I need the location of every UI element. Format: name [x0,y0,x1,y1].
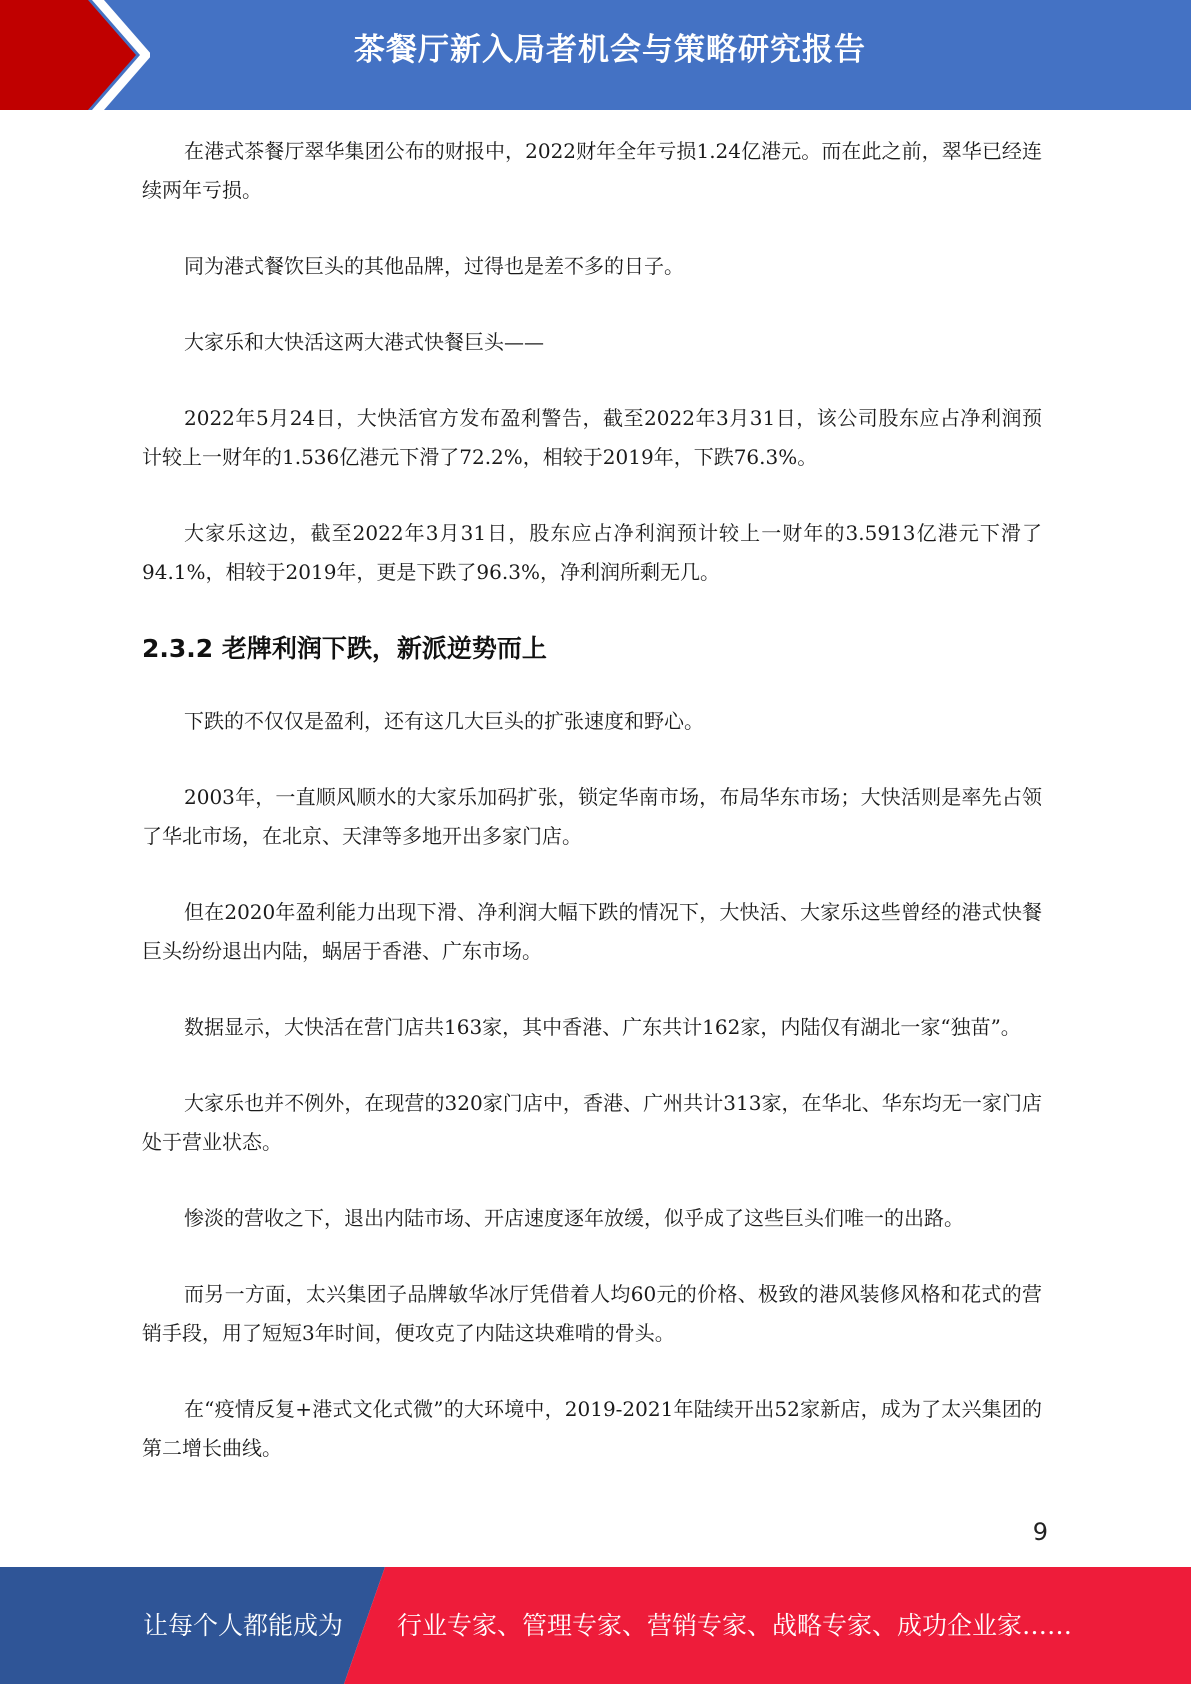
paragraph: 2003年，一直顺风顺水的大家乐加码扩张，锁定华南市场，布局华东市场；大快活则是率先占领了华北市场，在北京、天津等多地开出多家门店。 [142,785,1042,848]
paragraph: 在“疫情反复+港式文化式微”的大环境中，2019-2021年陆续开出52家新店，成为了太兴集团的第二增长曲线。 [142,1397,1042,1460]
page-number: 9 [1032,1518,1048,1546]
paragraph: 数据显示，大快活在营门店共163家，其中香港、广东共计162家，内陆仅有湖北一家“独苗”。 [184,1015,1021,1039]
paragraph: 大家乐这边，截至2022年3月31日，股东应占净利润预计较上一财年的3.5913亿港元下滑了94.1%，相较于2019年，更是下跌了96.3%，净利润所剩无几。 [142,521,1042,584]
main-content [142,132,1042,1505]
footer-slogan-right: 行业专家、管理专家、营销专家、战略专家、成功企业家…… [397,1611,1073,1640]
paragraph: 大家乐也并不例外，在现营的320家门店中，香港、广州共计313家，在华北、华东均无一家门店处于营业状态。 [142,1091,1042,1154]
paragraph: 惨淡的营收之下，退出内陆市场、开店速度逐年放缓，似乎成了这些巨头们唯一的出路。 [184,1206,964,1230]
paragraph: 下跌的不仅仅是盈利，还有这几大巨头的扩张速度和野心。 [184,709,704,733]
header-banner [0,0,1191,110]
footer-banner [0,1567,1191,1684]
footer-slogan-left: 让每个人都能成为 [143,1611,344,1640]
paragraph: 2022年5月24日，大快活官方发布盈利警告，截至2022年3月31日，该公司股东应占净利润预计较上一财年的1.536亿港元下滑了72.2%，相较于2019年，下跌76.3%。 [142,406,1042,469]
paragraph: 同为港式餐饮巨头的其他品牌，过得也是差不多的日子。 [184,254,684,278]
paragraph: 在港式茶餐厅翠华集团公布的财报中，2022财年全年亏损1.24亿港元。而在此之前，翠华已经连续两年亏损。 [142,139,1042,202]
section-heading: 2.3.2 老牌利润下跌，新派逆势而上 [142,634,547,663]
paragraph: 而另一方面，太兴集团子品牌敏华冰厅凭借着人均60元的价格、极致的港风装修风格和花式的营销手段，用了短短3年时间，便攻克了内陆这块难啃的骨头。 [142,1282,1042,1345]
report-title: 茶餐厅新入局者机会与策略研究报告 [354,32,866,68]
paragraph: 但在2020年盈利能力出现下滑、净利润大幅下跌的情况下，大快活、大家乐这些曾经的港式快餐巨头纷纷退出内陆，蜗居于香港、广东市场。 [142,900,1042,963]
paragraph: 大家乐和大快活这两大港式快餐巨头—— [184,330,544,354]
